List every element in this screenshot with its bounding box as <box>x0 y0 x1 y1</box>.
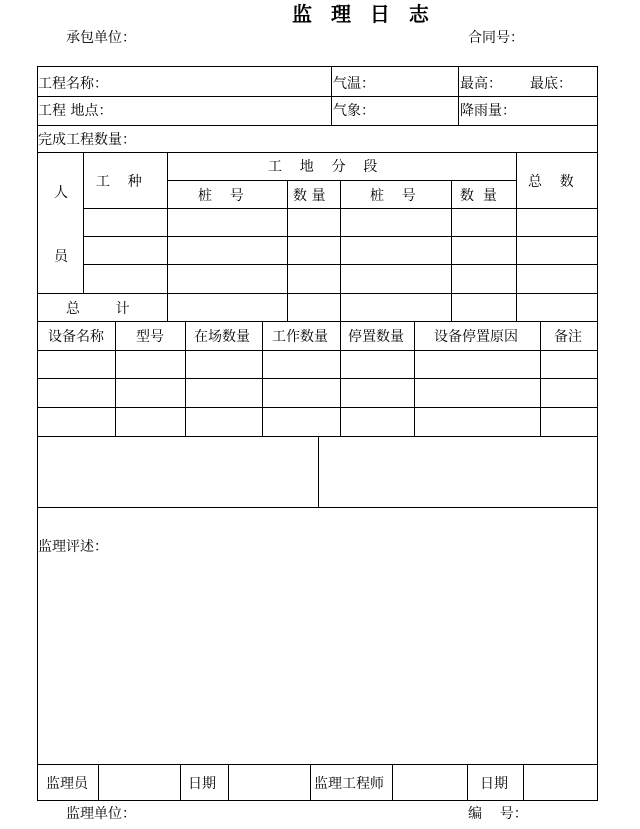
date-label-1: 日期 <box>188 776 216 792</box>
equipment-col-working: 工作数量 <box>272 329 328 345</box>
date-label-2: 日期 <box>480 776 508 792</box>
project-location-label: 工程 地点： <box>38 103 113 119</box>
rule <box>310 764 311 801</box>
supervision-unit-label: 监理单位： <box>66 806 136 822</box>
rule <box>37 378 598 379</box>
equipment-col-remarks: 备注 <box>554 329 582 345</box>
rule <box>523 764 524 801</box>
rule <box>185 321 186 436</box>
personnel-side-label-bottom: 员 <box>54 249 68 265</box>
rule <box>37 764 598 765</box>
station-header-2: 桩 号 <box>370 188 416 204</box>
station-header-1: 桩 号 <box>198 188 244 204</box>
rule <box>37 350 598 351</box>
quantity-header-2: 数 量 <box>460 188 497 204</box>
rule <box>115 321 116 436</box>
rule <box>540 321 541 436</box>
rule <box>37 407 598 408</box>
rule <box>318 436 319 507</box>
total-count-header: 总 数 <box>528 174 574 190</box>
rule <box>98 764 99 801</box>
project-name-label: 工程名称： <box>38 76 108 92</box>
site-section-header: 工 地 分 段 <box>268 159 378 175</box>
contract-no-label: 合同号： <box>468 30 524 46</box>
rule <box>180 764 181 801</box>
personnel-total-label: 总 计 <box>66 301 130 317</box>
rule <box>458 66 459 125</box>
rule <box>37 321 598 322</box>
equipment-col-idle-reason: 设备停置原因 <box>434 329 518 345</box>
contractor-label: 承包单位： <box>66 30 136 46</box>
rule <box>37 96 598 97</box>
completed-qty-label: 完成工程数量： <box>38 132 136 148</box>
rainfall-label: 降雨量： <box>460 103 516 119</box>
rule <box>414 321 415 436</box>
rule <box>467 764 468 801</box>
engineer-label: 监理工程师 <box>314 776 384 792</box>
weather-label: 气象： <box>333 103 375 119</box>
trade-header: 工 种 <box>96 174 142 190</box>
rule <box>37 125 598 126</box>
document-title: 监 理 日 志 <box>292 2 435 26</box>
rule <box>167 180 516 181</box>
rule <box>340 321 341 436</box>
equipment-col-idle: 停置数量 <box>348 329 404 345</box>
rule <box>167 152 168 321</box>
rule <box>516 152 517 321</box>
min-temp-label: 最底： <box>530 76 572 92</box>
rule <box>37 152 598 153</box>
supervisor-label: 监理员 <box>46 776 88 792</box>
quantity-header-1: 数 量 <box>293 188 326 204</box>
rule <box>83 152 84 293</box>
rule <box>262 321 263 436</box>
personnel-side-label-top: 人 <box>54 185 68 201</box>
serial-no-label: 编 号： <box>468 806 528 822</box>
rule <box>37 293 598 294</box>
supervision-comment-label: 监理评述： <box>38 539 108 555</box>
temperature-label: 气温： <box>333 76 375 92</box>
equipment-col-on-site: 在场数量 <box>194 329 250 345</box>
rule <box>331 66 332 125</box>
equipment-col-model: 型号 <box>136 329 164 345</box>
rule <box>340 180 341 321</box>
equipment-col-name: 设备名称 <box>48 329 104 345</box>
rule <box>451 180 452 321</box>
rule <box>37 507 598 508</box>
rule <box>392 764 393 801</box>
rule <box>287 180 288 321</box>
max-temp-label: 最高： <box>460 76 502 92</box>
rule <box>228 764 229 801</box>
